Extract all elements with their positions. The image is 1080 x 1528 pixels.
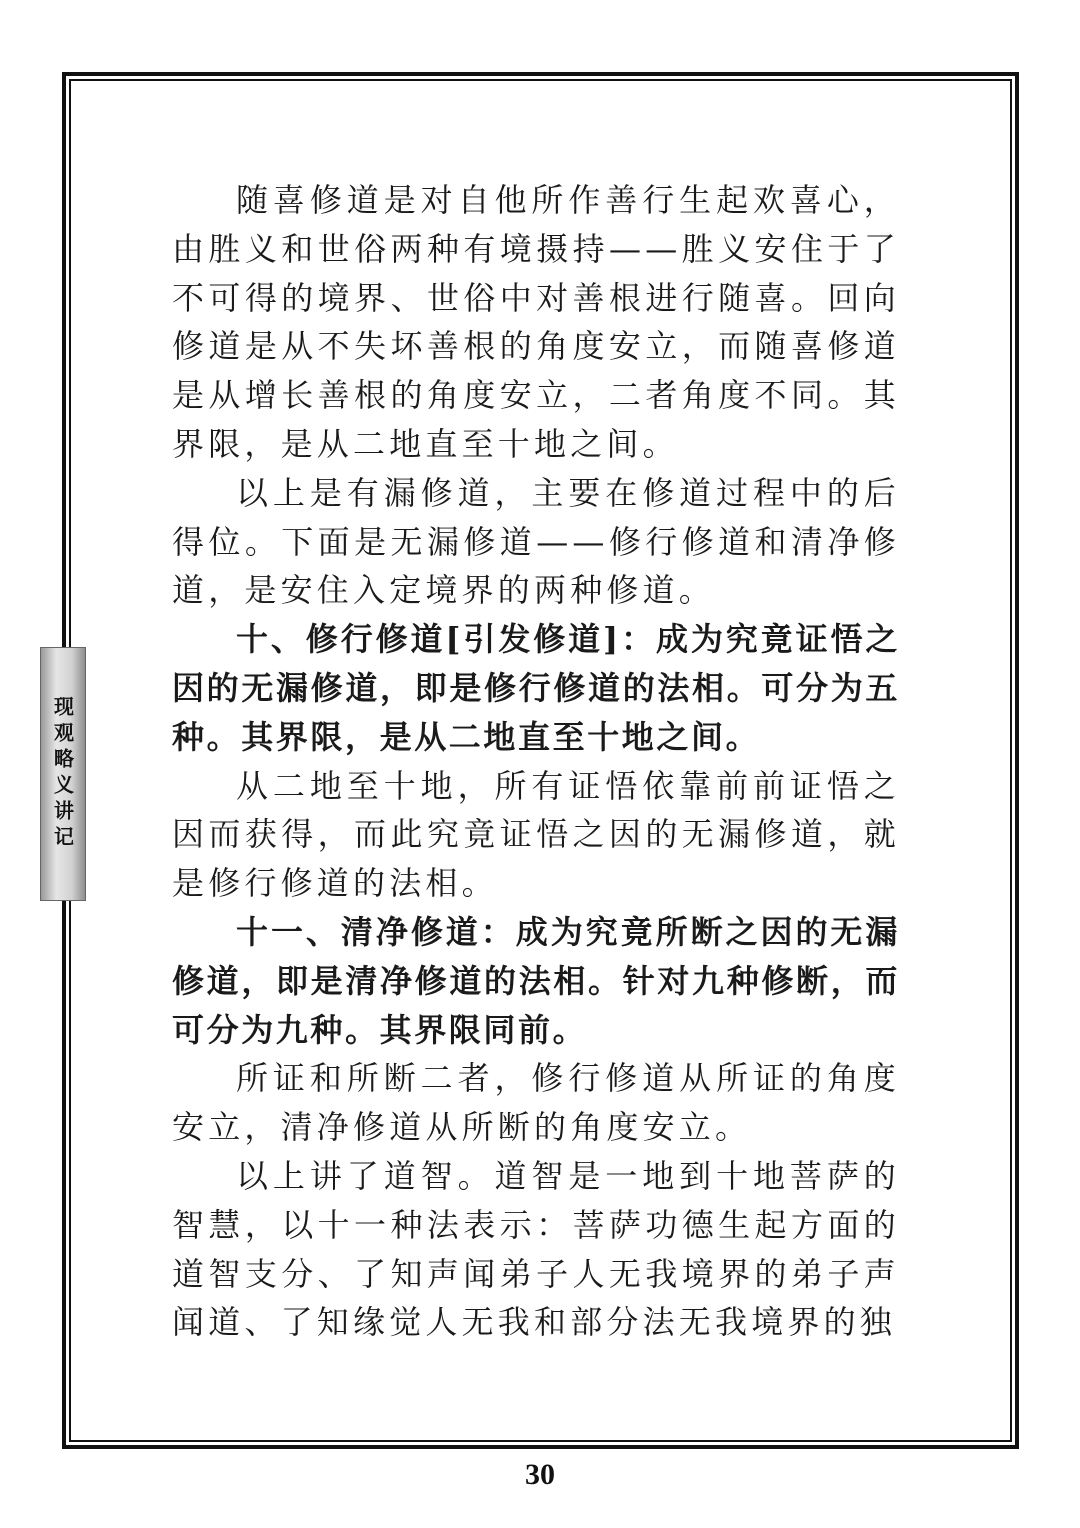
paragraph-3: 从二地至十地，所有证悟依靠前前证悟之因而获得，而此究竟证悟之因的无漏修道，就是修行修道的法相。 [172,766,900,903]
side-tab [40,647,86,901]
paragraph-2: 以上是有漏修道，主要在修道过程中的后得位。下面是无漏修道——修行修道和清净修道，是安住入定境界的两种修道。 [172,473,900,610]
heading-paragraph-10: 十、修行修道[引发修道]：成为究竟证悟之因的无漏修道，即是修行修道的法相。可分为五种。其界限，是从二地直至十地之间。 [172,620,900,756]
side-tab-title: 现观略义讲记 [50,696,75,852]
paragraph-1: 随喜修道是对自他所作善行生起欢喜心，由胜义和世俗两种有境摄持——胜义安住于了不可得的境界、世俗中对善根进行随喜。回向修道是从不失坏善根的角度安立，而随喜修道是从增长善根的角度安立，二者角度不同。其界限，是从二地直至十地之间。 [172,181,900,463]
page-number: 30 [525,1458,555,1491]
paragraph-4: 所证和所断二者，修行修道从所证的角度安立，清净修道从所断的角度安立。 [172,1059,900,1147]
heading-paragraph-11: 十一、清净修道：成为究竟所断之因的无漏修道，即是清净修道的法相。针对九种修断，而可分为九种。其界限同前。 [172,912,900,1049]
page-body [172,176,900,1347]
paragraph-5: 以上讲了道智。道智是一地到十地菩萨的智慧，以十一种法表示：菩萨功德生起方面的道智支分、了知声闻弟子人无我境界的弟子声闻道、了知缘觉人无我和部分法无我境界的独 [172,1156,900,1342]
